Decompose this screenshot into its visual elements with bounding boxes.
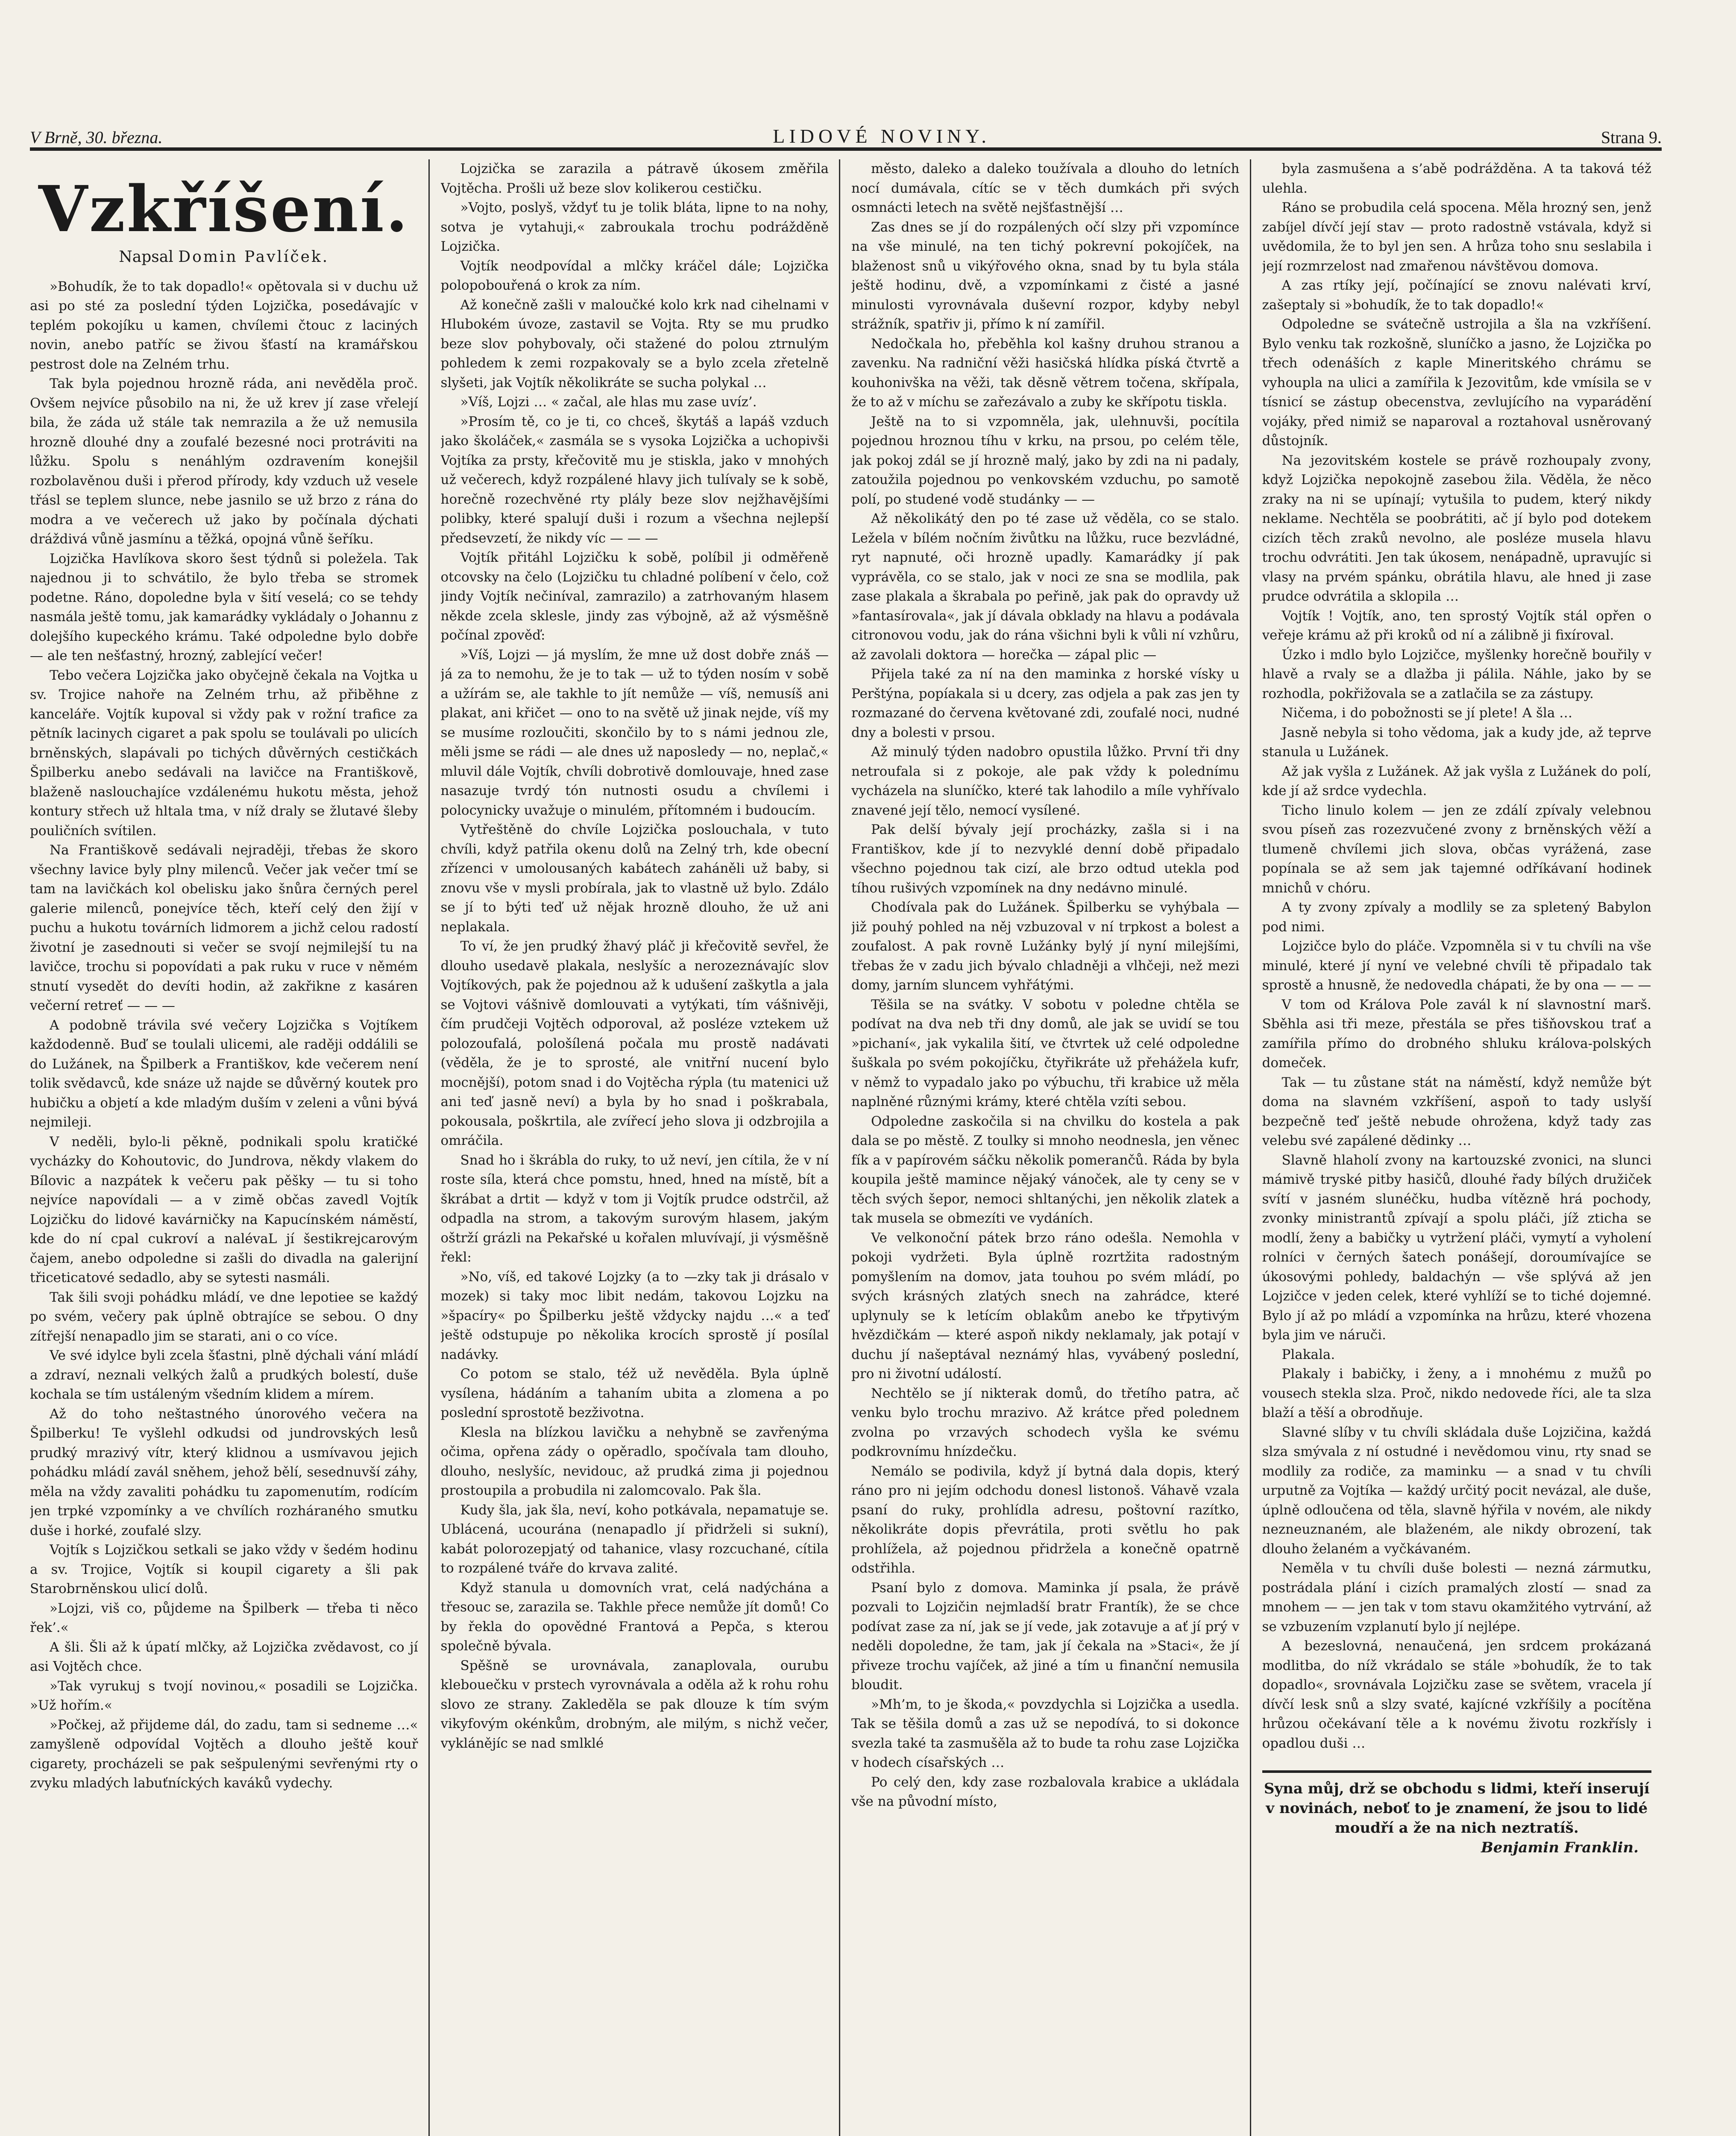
article-columns bbox=[30, 159, 1662, 2136]
paragraph: Klesla na blízkou lavičku a nehybně se zavřenýma očima, opřena zády o opěradlo, spočívala tam dlouho, dlouho, neslyšíc, nevidouc, až prudká zima ji pojednou prostoupila a probudila ni zalomcovalo. Pak šla. bbox=[440, 1424, 829, 1498]
paragraph: »Počkej, až přijdeme dál, do zadu, tam si sedneme …« zamyšleně odpovídal Vojtěch a dlouho ještě kouř cigarety, procházeli se pak sešpulenými sevřenými rty o zvyku mladých labuťníckých kaváků vydechy. bbox=[30, 1717, 418, 1791]
column-4-text bbox=[1262, 159, 1652, 1753]
place-date: V Brně, 30. března. bbox=[30, 128, 163, 147]
paragraph: V neděli, bylo-li pěkně, podnikali spolu kratičké vycházky do Kohoutovic, do Jundrova, někdy vlakem do Bílovic a nazpátek k večeru pak pěšky — tu si toho nejvíce napovídali — a v zimě občas zavedl Vojtík Lojzičku do lidové kavárničky na Kapucínském náměstí, kde do ní cpal cukroví a nalévaL jí šestikrejcarovým čajem, anebo odpoledne si zašli do divadla na galerijní třiceticatové sedadlo, aby se sytesti nasmáli. bbox=[30, 1134, 418, 1285]
author-name: Domin Pavlíček. bbox=[178, 248, 329, 266]
column-4 bbox=[1262, 159, 1662, 2136]
column-2-text bbox=[441, 159, 829, 1753]
paragraph: Tebo večera Lojzička jako obyčejně čekala na Vojtka u sv. Trojice nahoře na Zelném trhu, až přiběhne z kanceláře. Vojtík kupoval si vždy pak v rožní trafice za pětník lacinych cigaret a pak spolu se toulávali po ulicích brněnských, slapávali po tichých důvěrných cestičkách Špilberku anebo sedávali na lavičce na Františkově, blaženě naslouchajíce vzdálenému hukotu města, jehož kontury střech už hltala tma, v níž draly se žlutavé šleby pouličních svítilen. bbox=[30, 667, 418, 839]
paragraph: Jasně nebyla si toho vědoma, jak a kudy jde, až teprve stanula u Lužánek. bbox=[1262, 725, 1651, 760]
paragraph: Tak — tu zůstane stát na náměstí, když nemůže být doma na slavném vzkříšení, aspoň to tady uslyší bezpečně teď ještě nebude ohrožena, když tady zas velebu své zapálené dědinky … bbox=[1262, 1074, 1651, 1148]
paragraph: Vojtík neodpovídal a mlčky kráčel dále; Lojzička polopobouřená o krok za ním. bbox=[440, 258, 829, 293]
column-1 bbox=[30, 159, 430, 2136]
article-title: Vzkříšení. bbox=[38, 172, 410, 246]
paragraph: Spěšně se urovnávala, zanaplovala, ourubu klebouečku v prstech vyrovnávala a oděla až k rohu rohu slovo ze strany. Zakleděla se pak dlouze k tím svým vikyfovým okénkům, drobným, ale milým, s nichž večer, vyklánějíc se nad smlklé bbox=[440, 1658, 829, 1751]
paragraph: Až několikátý den po té zase už věděla, co se stalo. Ležela v bílém nočním živůtku na lůžku, ruce bezvládné, ryt napnuté, oči hrozně upadly. Kamarádky jí pak vyprávěla, co se stalo, jak v noci ze sna se modlila, pak zase plakala a škrabala po peřině, jak pak do opravdy už »fantasírovala«, jak jí dávala obklady na hlavu a podávala citronovou vodu, jak do rána všichni byli k vůli ní vzhůru, až zavolali doktora — horečka — zápal plic — bbox=[851, 511, 1240, 663]
paragraph: Ráno se probudila celá spocena. Měla hrozný sen, jenž zabíjel dívčí její stav — proto radostně vstávala, když si uvědomila, že to byl jen sen. A hrůza toho snu seslabila i její rozmrzelost nad zmařenou návštěvou domova. bbox=[1262, 200, 1651, 274]
byline bbox=[30, 247, 418, 267]
paragraph: Plakala. bbox=[1281, 1347, 1335, 1362]
quote-author: Benjamin Franklin. bbox=[1481, 1839, 1639, 1856]
paragraph: Až do toho neštastného únorového večera na Špilberku! Te vyšlehl odkudsi od jundrovských lesů prudký mrazivý vítr, který klidnou a usmívavou jejich pohádku mládí zavál sněhem, jehož bělí, sesednuvší záhy, měla na vždy zavaliti pohádku tu zapomenutím, rodícím jen trpké vzpomínky a ve chvílích rozháraného smutku duše i horké, zoufalé slzy. bbox=[30, 1406, 418, 1538]
paragraph: Tak šili svoji pohádku mládí, ve dne lepotiee se každý po svém, večery pak úplně obtrajíce se sebou. O dny zítřejší nenapadlo jim se starati, ani o co více. bbox=[30, 1289, 418, 1344]
paragraph: Psaní bylo z domova. Maminka jí psala, že právě pozvali to Lojzičin nejmladší bratr Frantík), že se chce podívat zase za ní, jak se jí vede, jak zotavuje a ať jí prý v neděli dopoledne, že tam, jak jí čekala na »Staci«, že jí přiveze trochu vajíček, až jiné a tím u finanční nemusila bloudit. bbox=[851, 1580, 1240, 1693]
paragraph: A podobně trávila své večery Lojzička s Vojtíkem každodenně. Buď se toulali ulicemi, ale raději oddálili se do Lužánek, na Špilberk a Františkov, kde večerem není tolik svědavců, kde snáze už najde se důvěrný koutek pro hubičku a objetí a kde mladým duším v zeleni a vůni bývá nejmileji. bbox=[30, 1017, 418, 1130]
paragraph: Lojzičce bylo do pláče. Vzpomněla si v tu chvíli na vše minulé, které jí nyní ve velebné chvíli tě připadalo tak sprostě a hnusně, že nedovedla chápati, že by ona — — — bbox=[1262, 939, 1651, 993]
quote-text: Syna můj, drž se obchodu s lidmi, kteří inserují v novinách, neboť to je znamení, že jsou to lidé moudří a že na nich neztratíš. bbox=[1264, 1780, 1650, 1837]
paragraph: Chodívala pak do Lužánek. Špilberku se vyhýbala — již pouhý pohled na něj vzbuzoval v ní trpkost a bolest a zoufalost. A pak rovně Lužánky bylý jí nyní milejšími, třebas že v zadu jich bývalo chladněji a vlhčeji, než mezi domy, jarním sluncem vyhřátými. bbox=[851, 900, 1240, 993]
column-3 bbox=[851, 159, 1251, 2136]
paragraph: Slavné slíby v tu chvíli skládala duše Lojzičina, každá slza smývala z ní ostudné i nevědomou vinu, rty snad se modlily za rodiče, za maminku — a snad v tu chvíli urputně za Vojtíka — každý určitý pocit nevázal, ale duše, úplně odloučena od těla, slavně hýřila v novém, ale nikdy nezneuznaném, ale blaženém, ale nikdy obrození, tak dlouho želaném a vyčkávaném. bbox=[1262, 1424, 1651, 1557]
paragraph: Neměla v tu chvíli duše bolesti — nezná zármutku, postrádala plání i cizích pramalých zlostí — snad za mnohem — — jen tak v tom stavu okamžitého vytrvání, až se vzbuzením vzplanutí bylo jí nejlépe. bbox=[1262, 1561, 1651, 1634]
paragraph: »Víš, Lojzi — já myslím, že mne už dost dobře znáš — já za to nemohu, že je to tak — už to týden nosím v sobě a užírám se, ale takhle to jít nemůže — víš, nemusíš ani plakat, ani křičet — ono to na světě už jinak nejde, víš my se musíme rozloučiti, skončilo by to s námi jednou zle, měli jsme se rádi — ale dnes už naposledy — no, neplač,« mluvil dále Vojtík, chvíli dobrotivě domlouvaje, hned zase nasazuje tvrdý tón nutnosti osudu a chvílemi i polocynicky uvažuje o minulém, přítomném i budoucím. bbox=[440, 647, 829, 818]
paragraph: Vytřeštěně do chvíle Lojzička poslouchala, v tuto chvíli, když patřila okenu dolů na Zelný trh, kde obecní zřízenci v umolousaných kabátech zaháněli už baby, si znovu vše v mysli probírala, jak to vlastně už bylo. Zdálo se jí to býti teď už nějak hrozně dlouho, že už ani neplakala. bbox=[440, 822, 829, 935]
paragraph: Lojzička Havlíkova skoro šest týdnů si poležela. Tak najednou ji to schvátilo, že bylo třeba se stromek podetne. Ráno, dopoledne byla v šití veselá; co se tehdy nasmála ještě tomu, jak kamarádky vykládaly o Johannu z dolejšího kupeckého krámu. Také odpoledne bylo dobře — ale ten nešťastný, hrozný, zablející večer! bbox=[30, 551, 418, 663]
paragraph: Pak delší bývaly její procházky, zašla si i na Františkov, kde jí to nezvyklé denní době připadalo všechno pojednou tak cizí, ale brzo odtud utekla pod tíhou rušivých vzpomínek na dny nedávno minulé. bbox=[851, 822, 1240, 896]
paragraph: »Vojto, poslyš, vždyť tu je tolik bláta, lipne to na nohy, sotva je vytahuji,« zabroukala trochu podrážděně Lojzička. bbox=[440, 200, 829, 254]
paragraph: Odpoledne zaskočila si na chvilku do kostela a pak dala se po městě. Z toulky si mnoho neodnesla, jen věnec fík a v papírovém sáčku několik pomerančů. Ráda by byla koupila ještě mamince nějaký vánoček, ale ty ceny se v těch svých šepor, nemoci shltanýchi, jen několik zlatek a tak musela se obmezíti ve vydáních. bbox=[851, 1113, 1240, 1226]
paragraph: »Prosím tě, co je ti, co chceš, škytáš a lapáš vzduch jako školáček,« zasmála se s vysoka Lojzička a uchopivši Vojtíka za prsty, křečovitě mu je stiskla, jako v mnohých už večerech, když rozpálené hlavy jich tulívaly se k sobě, horečně rozechvěné rty plály beze slov nejžhavějšími polibky, které spalují duši i rozum a všechna nejlepší předsevzetí, že nikdy víc — — — bbox=[440, 414, 829, 546]
paragraph: Po celý den, kdy zase rozbalovala krabice a ukládala vše na původní místo, bbox=[851, 1774, 1240, 1809]
newspaper-title: LIDOVÉ NOVINY. bbox=[773, 125, 991, 147]
paragraph: město, daleko a daleko toužívala a dlouho do letních nocí dumávala, cítíc se v těch dumkách při svých osmnácti letech na světě nejšťastnější … bbox=[851, 161, 1240, 215]
paragraph: Lojzička se zarazila a pátravě úkosem změřila Vojtěcha. Prošli už beze slov kolikerou cestičku. bbox=[440, 161, 829, 196]
paragraph: Ve své idylce byli zcela šťastni, plně dýchali vání mládí a zdraví, neznali velkých žalů a prudkých bolestí, duše kochala se tím ustáleným všedním klidem a mírem. bbox=[30, 1348, 418, 1402]
column-2 bbox=[441, 159, 841, 2136]
paragraph: V tom od Králova Pole zavál k ní slavnostní marš. Sběhla asi tři meze, přestála se přes tišňovskou trať a zamířila přímo do drobného shluku králova-polských domeček. bbox=[1262, 997, 1651, 1071]
paragraph: Ničema, i do pobožnosti se jí plete! A šla … bbox=[1281, 705, 1573, 721]
paragraph: »Víš, Lojzi … « začal, ale hlas mu zase uvíz’. bbox=[460, 394, 757, 410]
paragraph: Těšila se na svátky. V sobotu v poledne chtěla se podívat na dva neb tři dny domů, ale jak se uvidí se tou »pichaní«, jak vykalila šití, ve čtvrtek už celé odpoledne šuškala po svém pokojíčku, čtyřikráte už přehážela kufr, v němž to vypadalo jako po výbuchu, tři krabice už měla naplněné různými krámy, které chtěla vzíti sebou. bbox=[851, 997, 1240, 1109]
paragraph: A šli. Šli až k úpatí mlčky, až Lojzička zvědavost, co jí asi Vojtěch chce. bbox=[30, 1639, 418, 1674]
paragraph: Slavně hlaholí zvony na kartouzské zvonici, na slunci mámivě tryské pitby hasičů, dlouhé řady bílých družiček svítí v jasném slunéčku, hudba vítězně hrá pochody, zvonky ministrantů zpívají a spolu pláči, jíž zticha se modlí, ženy a babičky u vytržení pláči, vymytí a vyholení rolníci v černých šatech ponášejí, doroumívajíce se úkosovými pohledy, baldachýn — vše splývá až jen Lojzičce v jeden celek, které vyhlíží se to tiché dojemné. Bylo jí až po mládí a vzpomínka na hrůzu, které vhozena byla jim ve náruči. bbox=[1262, 1152, 1651, 1343]
paragraph: Ticho linulo kolem — jen ze zdálí zpívaly velebnou svou píseň zas rozezvučené zvony z brněnských věží a tlumeně chvílemi jich slova, občas vyrážená, zase popínala se až sem jak tajemné odříkávaní hodinek mnichů v chóru. bbox=[1262, 802, 1651, 896]
paragraph: Tak byla pojednou hrozně ráda, ani nevěděla proč. Ovšem nejvíce působilo na ni, že už krev jí zase vřelejí bila, že záda už stále tak nemrazila a že už nemusila hrozně dlouhé dny a zoufalé bezesné noci protráviti na lůžku. Spolu s nenáhlým ozdravením konejšil rozbolavěnou duši i přerod přírody, kdy vzduch už vesele třásl se teplem slunce, nebe jasnilo se už brzo z rána do modra a ve večerech už jako by počínala dýchati dráždivá vůně jasmínu a těžká, opojná vůně šeříku. bbox=[30, 376, 418, 547]
paragraph: »Tak vyrukuj s tvojí novinou,« posadili se Lojzička. »Už hořím.« bbox=[30, 1678, 418, 1713]
paragraph: Úzko i mdlo bylo Lojzičce, myšlenky horečně bouřily v hlavě a rvaly se a dlažba ji pálila. Náhle, jako by se rozhodla, pokřižovala se a zatlačila se za zástupy. bbox=[1262, 647, 1651, 701]
paragraph: To ví, že jen prudký žhavý pláč ji křečovitě sevřel, že dlouho usedavě plakala, neslyšíc a nerozeznávajíc slov Vojtíkových, pak že pojednou až k udušení zaškytla a jala se Vojtovi vášnivě domlouvati a vytýkati, tím vášnivěji, čím prudčeji Vojtěch odporoval, až posléze vztekem už polozoufalá, pološílená počala mu prostě nadávati (věděla, že je to sprosté, ale vnitřní nucení bylo mocnější), potom snad i do Vojtěcha rýpla (tu matenici už ani teď jasně neví) a byla by ho snad i poškrabala, pokousala, poškrtila, ale zvířecí jeho slova ji odzbrojila a omráčila. bbox=[440, 939, 829, 1148]
paragraph: Na jezovitském kostele se právě rozhoupaly zvony, když Lojzička nepokojně zasebou žila. Věděla, že něco zraky na ni se upínají; vytušila to pudem, který nikdy neklame. Nechtěla se poobrátiti, ač jí bylo pod dotekem cizích těch zraků nevolno, ale posléze musela hlavu trochu odvrátiti. Jen tak úkosem, nenápadně, upravujíc si vlasy na prvém spánku, obrátila hlavu, ale hned ji zase prudce odvrátila a sklopila … bbox=[1262, 452, 1651, 604]
paragraph: Až minulý týden nadobro opustila lůžko. První tři dny netroufala si z pokoje, ale pak vždy k polednímu vycházela na sluníčko, které tak lahodilo a míle vyhřívalo znavené její tělo, nemocí vysílené. bbox=[851, 744, 1240, 818]
paragraph: A zas rtíky její, počínající se znovu nalévati krví, zašeptaly si »bohudík, že to tak dopadlo!« bbox=[1262, 278, 1651, 313]
paragraph: Když stanula u domovních vrat, celá nadýchána a třesouc se, zarazila se. Takhle přece nemůže jít domů! Co by řekla do opovědné Frantová a Pepča, s kterou společně bývala. bbox=[440, 1580, 829, 1654]
paragraph: Zas dnes se jí do rozpálených očí slzy při vzpomínce na vše minulé, na ten tichý pokrevní pokojíček, na blaženost snů u vikýřového okna, snad by tu byla stála ještě hodinu, dvě, a vzpomínkami z čisté a jasné minulosti vyrovnávala duševní rozpor, kdyby nebyl strážník, spatřiv ji, přímo k ní zamířil. bbox=[851, 219, 1240, 332]
paragraph: Kudy šla, jak šla, neví, koho potkávala, nepamatuje se. Ublácená, ucourána (nenapadlo jí přidrželi si sukní), kabát polorozepjatý od tahanice, vlasy rozcuchané, cítila to rozpálené tváře do krvava zalité. bbox=[440, 1502, 829, 1576]
paragraph: »Mh’m, to je škoda,« povzdychla si Lojzička a usedla. Tak se těšila domů a zas už se nepodívá, to si dokonce svezla také ta zasmušěla až to bude ta rohu zase Lojzička v hodech císařských … bbox=[851, 1696, 1240, 1770]
paragraph: Co potom se stalo, též už nevěděla. Byla úplně vysílena, hádáním a tahaním ubita a zlomena a po poslední sprostotě bezživotna. bbox=[440, 1366, 829, 1420]
paragraph: Nemálo se podivila, když jí bytná dala dopis, který ráno pro ni jejím odchodu donesl listonoš. Váhavě vzala psaní do ruky, prohlídla adresu, poštovní razítko, několikráte dopis převrátila, proti světlu ho pak prohlížela, až pojednou přidržela a konečně opatrně odstřihla. bbox=[851, 1463, 1240, 1576]
byline-prefix: Napsal bbox=[119, 248, 173, 266]
paragraph: Ještě na to si vzpomněla, jak, ulehnuvši, pocítila pojednou hroznou tíhu v krku, na prsou, po celém těle, jak pokoj zdál se jí hrozně malý, jako by zdi na ni padaly, zatoužila pojednou po venkovském vzduchu, po samotě polí, po studené vodě studánky — — bbox=[851, 414, 1240, 507]
column-1-text bbox=[30, 277, 418, 1793]
paragraph: »Bohudík, že to tak dopadlo!« opětovala si v duchu už asi po sté za poslední týden Lojzička, posedávajíc v teplém pokojíku u kamen, chvílemi čtouc z laciných novin, anebo patříc se živou šťastí na kramářskou pestrost dole na Zelném trhu. bbox=[30, 279, 418, 372]
paragraph: Přijela také za ní na den maminka z horské vísky u Perštýna, popíakala si u dcery, zas odjela a pak zas jen ty rozmazané do červena květované zdi, zoufalé noci, nudné dny a bolesti v prsou. bbox=[851, 666, 1240, 740]
paragraph: Plakaly i babičky, i ženy, a i mnohému z mužů po vousech stekla slza. Proč, nikdo nedovede říci, ale ta slza blaží a těší a obrodňuje. bbox=[1262, 1366, 1651, 1420]
paragraph: Odpoledne se svátečně ustrojila a šla na vzkříšení. Bylo venku tak rozkošně, sluníčko a jasno, že Lojzička po třech odenáších z kaple Mineritského chrámu se vyhoupla na ulici a zamířila k Jezovitům, kde vmísila se v tísnicí se zástup obecenstva, zevlujícího na vyparádění vojáky, před nimiž se naparoval a roztahoval usněrovaný důstojník. bbox=[1262, 317, 1651, 449]
paragraph: Až jak vyšla z Lužánek. Až jak vyšla z Lužánek do polí, kde jí až srdce vydechla. bbox=[1262, 763, 1651, 798]
paragraph: byla zasmušena a s’abě podrážděna. A ta taková též ulehla. bbox=[1262, 161, 1651, 196]
paragraph: »Lojzi, viš co, půjdeme na Špilberk — třeba ti něco řek’.« bbox=[30, 1600, 418, 1635]
paragraph: Vojtík s Lojzičkou setkali se jako vždy v šedém hodinu a sv. Trojice, Vojtík si koupil cigarety a šli pak Starobrněnskou ulicí dolů. bbox=[30, 1542, 418, 1596]
paragraph: A ty zvony zpívaly a modlily se za spletený Babylon pod nimi. bbox=[1262, 900, 1651, 935]
column-3-text bbox=[851, 159, 1240, 1812]
paragraph: Nechtělo se jí nikterak domů, do třetího patra, ač venku bylo trochu mrazivo. Až krátce před polednem zvolna po vrzavých schodech vyšla ke svému podkrovnímu hnízdečku. bbox=[851, 1385, 1240, 1459]
franklin-quote bbox=[1262, 1770, 1652, 1857]
paragraph: Vojtík přitáhl Lojzičku k sobě, políbil ji odměřeně otcovsky na čelo (Lojzičku tu chladné políbení v čelo, což jindy Vojtík nečiníval, zamrazilo) a zatrhovaným hlasem někde zcela sklesle, jindy zas výbojně, až až výsměšně počínal zpověď: bbox=[440, 550, 829, 643]
paragraph: Snad ho i škrábla do ruky, to už neví, jen cítila, že v ní roste síla, která chce pomstu, hned, hned na místě, bít a škrábat a drtit — když v tom ji Vojtík prudce odstrčil, až odpadla na strom, a takovým surovým hlasem, jakým oštrží grázli na Pekařské u kořalen mluvívají, ji výsměšně řekl: bbox=[440, 1152, 829, 1265]
page-number: Strana 9. bbox=[1601, 128, 1662, 147]
paragraph: Na Františkově sedávali nejraději, třebas že skoro všechny lavice byly plny milenců. Večer jak večer tmí se tam na lavičkách kol obelisku jako šnůra černých perel galerie milenců, ponejvíce těch, kteří celý den žijí v puchu a hukotu továrních lidmorem a jichž celou radostí životní je zasednouti si večer se svojí nejmilejší tu na lavičce, trochu si popovídati a pak ruku v ruce v němém stnutí vysedět do devíti hodin, až zakřikne z kasáren večerní retreť — — — bbox=[30, 842, 418, 1013]
paragraph: Ve velkonoční pátek brzo ráno odešla. Nemohla v pokoji vydržeti. Byla úplně rozrtžita radostným pomyšlením na domov, jata touhou po svém mládí, po svých krásných zlatých snech na zahrádce, které uplynuly se k letícím oblakům anebo ke třpytivým hvězdičkám — které aspoň nikdy neklamaly, jak potají v duchu jí našeptával neznámý hlas, vyvábený poslední, pro ni životní událostí. bbox=[851, 1230, 1240, 1382]
paragraph: Nedočkala ho, přeběhla kol kašny druhou stranou a zavenku. Na radniční věži hasičská hlídka píská čtvrtě a kouhonivška na věži, tak děsně větrem točena, skřípala, že to až v míchu se zařezávalo a zuby ke skřípotu tiskla. bbox=[851, 336, 1240, 410]
paragraph: Vojtík ! Vojtík, ano, ten sprostý Vojtík stál opřen o veřeje krámu až při kroků od ní a zálibně ji fixíroval. bbox=[1262, 608, 1651, 643]
paragraph: Až konečně zašli v maloučké kolo krk nad cihelnami v Hlubokém úvoze, zastavil se Vojta. Rty se mu prudko beze slov pohybovaly, oči stažené do polou ztrnulým pohledem k zemi rozpakovaly se a bylo zcela zřetelně slyšeti, jak Vojtík několikráte se sucha polykal … bbox=[440, 297, 829, 390]
newspaper-page bbox=[30, 109, 1662, 2136]
page-header bbox=[30, 109, 1662, 151]
paragraph: »No, víš, ed takové Lojzky (a to —zky tak ji drásalo v mozek) si taky moc libit nedám, takovou Lojzku na »špacíry« po Špilberku ještě vždycky najdu …« a teď ještě odstupuje po několika krocích sprostě jí posílal nadávky. bbox=[440, 1269, 829, 1362]
paragraph: A bezeslovná, nenaučená, jen srdcem prokázaná modlitba, do níž vkrádalo se stále »bohudík, že to tak dopadlo«, srovnávala Lojzičku zase se světem, vracela jí dívčí lesk snů a slzy svaté, kajícné vzkříšily a pocítěna hrůzou očekávaní těle a k novému životu rozkřísly i opadlou duši … bbox=[1262, 1638, 1651, 1751]
